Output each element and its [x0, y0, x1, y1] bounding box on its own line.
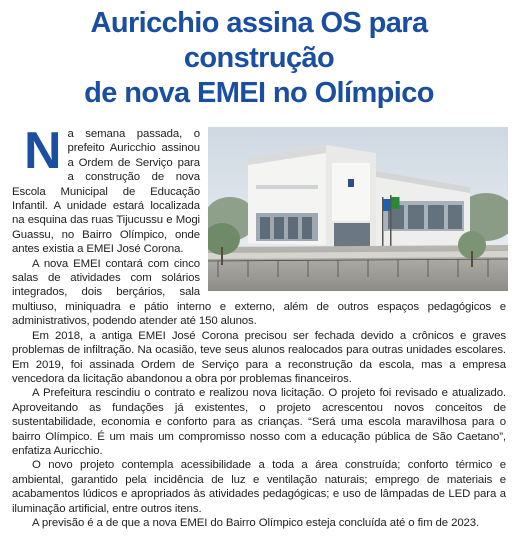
paragraph-5: O novo projeto contempla acessibilidade a toda a área construída; conforto térmico e ambiental, garantido pela incidência de luz e ventilação naturais; emprego de materiais e acabamentos lúdicos e apropriados às atividades pedagógicas; e uso de lâmpadas de LED para a iluminação artificial, entre outros itens. — [12, 459, 506, 515]
headline-line-2: de nova EMEI no Olímpico — [84, 77, 434, 109]
paragraph-2: A nova EMEI contará com cinco salas de atividades com solários integrados, dois berçários, sala multiuso, miniquadra e pátio interno e externo, além de outros espaços pedagógicos e administrativos, podendo atender até 150 alunos. — [12, 257, 506, 328]
paragraph-6: A previsão é a de que a nova EMEI do Bairro Olímpico esteja concluída até o fim de 2023. — [32, 516, 480, 529]
paragraph-3: Em 2018, a antiga EMEI José Corona precisou ser fechada devido a crônicos e graves problemas de infiltração. Na ocasião, teve seus alunos realocados para outras unidades escolares. Em 2019, foi assinada Ordem de Serviço para a reconstrução da escola, mas a empresa vencedora da licitação abandonou a obra por problemas financeiros. — [12, 329, 506, 385]
school-building-illustration — [208, 127, 508, 291]
paragraph-4: A Prefeitura rescindiu o contrato e realizou nova licitação. O projeto foi revisado e atualizado. Aproveitando as fundações já existentes, o projeto acrescentou novos conceitos de sustentabilidade, economia e conforto para as crianças. “Será uma escola maravilhosa para o bairro Olímpico. É um mais um compromisso nosso com a educação pública de São Caetano”, enfatiza Auricchio. — [12, 387, 506, 457]
paragraph-1: Na semana passada, o prefeito Auricchio assinou a Ordem de Serviço para a construção de nova Escola Municipal de Educação Infantil. A unidade estará localizada na esquina das ruas Tijucussu e Mogi Guassu, no Bairro Olímpico, onde antes existia a EMEI José Corona. — [12, 122, 200, 256]
drop-cap: N — [24, 122, 62, 180]
school-rendering-photo — [208, 127, 508, 291]
headline — [12, 6, 506, 111]
article-body — [12, 122, 506, 530]
headline-line-1: Auricchio assina OS para construção — [90, 7, 428, 74]
